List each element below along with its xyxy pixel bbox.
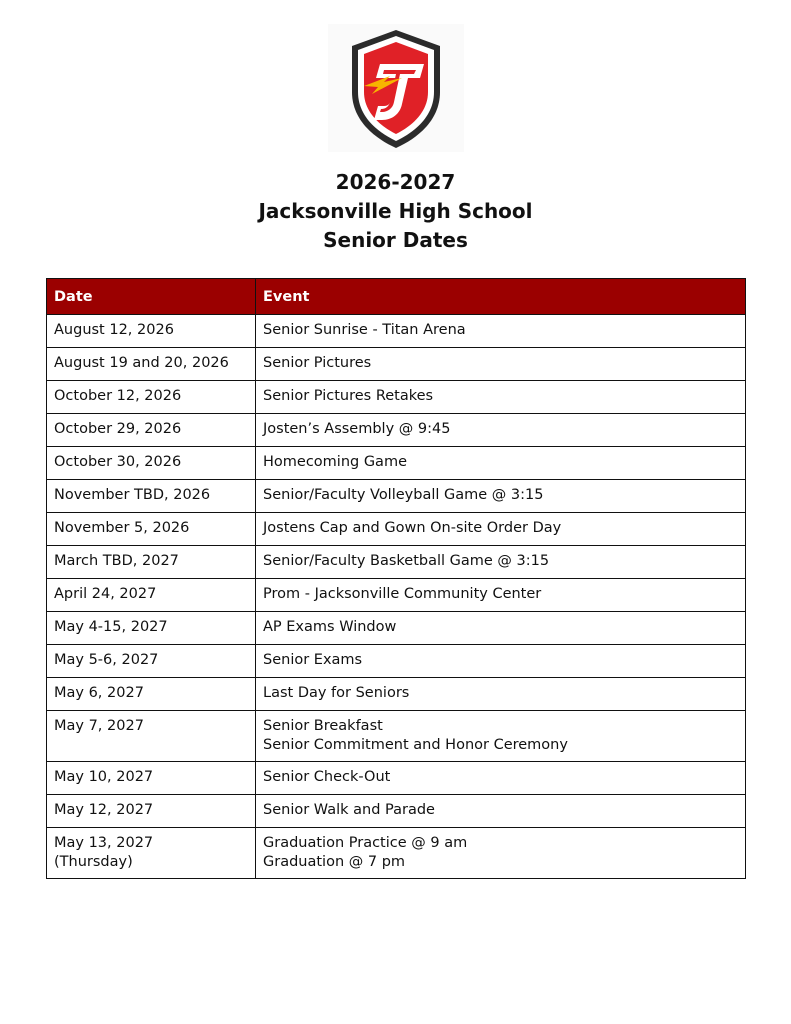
event-text: Prom - Jacksonville Community Center xyxy=(263,586,542,602)
date-text: May 7, 2027 xyxy=(54,718,144,734)
date-cell xyxy=(47,381,256,414)
event-column-header: Event xyxy=(256,279,746,315)
date-cell xyxy=(47,645,256,678)
date-text: May 12, 2027 xyxy=(54,802,154,818)
event-cell xyxy=(256,480,746,513)
table-row xyxy=(47,612,746,645)
event-text: Senior Pictures xyxy=(263,355,372,371)
event-text: Senior/Faculty Volleyball Game @ 3:15 xyxy=(263,487,544,503)
event-text: Graduation @ 7 pm xyxy=(263,854,406,870)
event-cell xyxy=(256,447,746,480)
table-row xyxy=(47,513,746,546)
date-text: May 6, 2027 xyxy=(54,685,144,701)
table-row xyxy=(47,348,746,381)
shield-logo-icon xyxy=(328,24,464,152)
event-text: Senior Sunrise - Titan Arena xyxy=(263,322,466,338)
date-text: August 12, 2026 xyxy=(54,322,174,338)
date-cell xyxy=(47,447,256,480)
date-text: May 10, 2027 xyxy=(54,769,154,785)
event-text: Senior Exams xyxy=(263,652,363,668)
event-text: Senior Commitment and Honor Ceremony xyxy=(263,737,568,753)
event-text: Josten’s Assembly @ 9:45 xyxy=(263,421,451,437)
title-school: Jacksonville High School xyxy=(258,199,533,223)
table-row xyxy=(47,579,746,612)
event-cell xyxy=(256,645,746,678)
table-row xyxy=(47,546,746,579)
event-text: Senior Breakfast xyxy=(263,718,383,734)
table-row xyxy=(47,711,746,762)
table-row xyxy=(47,762,746,795)
event-cell xyxy=(256,762,746,795)
title-year: 2026-2027 xyxy=(335,170,456,194)
senior-dates-table xyxy=(46,278,746,879)
table-row xyxy=(47,414,746,447)
date-text: October 30, 2026 xyxy=(54,454,182,470)
event-cell xyxy=(256,678,746,711)
table-row xyxy=(47,381,746,414)
event-cell xyxy=(256,711,746,762)
date-cell xyxy=(47,480,256,513)
date-cell xyxy=(47,546,256,579)
event-cell xyxy=(256,795,746,828)
date-cell xyxy=(47,762,256,795)
date-text: March TBD, 2027 xyxy=(54,553,179,569)
date-text: (Thursday) xyxy=(54,854,133,870)
date-text: May 4-15, 2027 xyxy=(54,619,168,635)
date-cell xyxy=(47,414,256,447)
date-text: October 29, 2026 xyxy=(54,421,182,437)
date-text: April 24, 2027 xyxy=(54,586,157,602)
date-cell xyxy=(47,795,256,828)
event-cell xyxy=(256,513,746,546)
event-cell xyxy=(256,414,746,447)
date-text: November TBD, 2026 xyxy=(54,487,211,503)
date-cell xyxy=(47,348,256,381)
school-logo xyxy=(328,24,464,152)
date-column-header: Date xyxy=(47,279,256,315)
title-subject: Senior Dates xyxy=(323,228,468,252)
date-cell xyxy=(47,315,256,348)
event-cell xyxy=(256,348,746,381)
date-cell xyxy=(47,579,256,612)
date-text: October 12, 2026 xyxy=(54,388,182,404)
date-cell xyxy=(47,513,256,546)
event-text: AP Exams Window xyxy=(263,619,397,635)
event-cell xyxy=(256,546,746,579)
event-cell xyxy=(256,381,746,414)
event-text: Jostens Cap and Gown On-site Order Day xyxy=(263,520,562,536)
event-text: Senior Pictures Retakes xyxy=(263,388,434,404)
document-title xyxy=(0,168,791,255)
date-cell xyxy=(47,678,256,711)
date-text: May 13, 2027 xyxy=(54,835,154,851)
event-text: Graduation Practice @ 9 am xyxy=(263,835,468,851)
date-text: November 5, 2026 xyxy=(54,520,190,536)
event-cell xyxy=(256,828,746,879)
event-cell xyxy=(256,315,746,348)
date-text: May 5-6, 2027 xyxy=(54,652,159,668)
event-text: Homecoming Game xyxy=(263,454,407,470)
event-text: Senior Walk and Parade xyxy=(263,802,435,818)
table-row xyxy=(47,678,746,711)
table-row xyxy=(47,645,746,678)
table-row xyxy=(47,447,746,480)
event-text: Senior/Faculty Basketball Game @ 3:15 xyxy=(263,553,550,569)
table-row xyxy=(47,828,746,879)
event-cell xyxy=(256,579,746,612)
date-cell xyxy=(47,612,256,645)
date-cell xyxy=(47,828,256,879)
date-cell xyxy=(47,711,256,762)
table-row xyxy=(47,480,746,513)
event-text: Senior Check-Out xyxy=(263,769,391,785)
date-text: August 19 and 20, 2026 xyxy=(54,355,229,371)
table-row xyxy=(47,795,746,828)
event-text: Last Day for Seniors xyxy=(263,685,410,701)
event-cell xyxy=(256,612,746,645)
table-row xyxy=(47,315,746,348)
table-header-row xyxy=(47,279,746,315)
